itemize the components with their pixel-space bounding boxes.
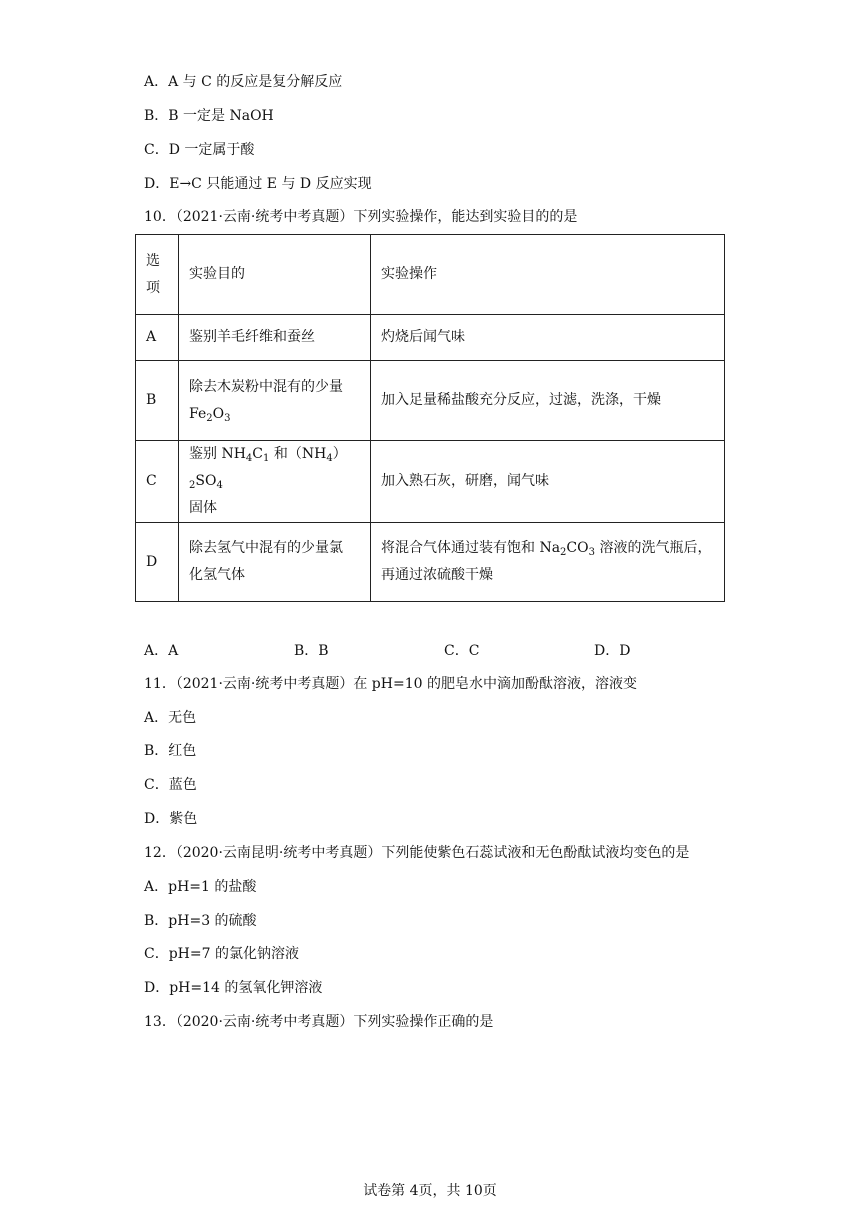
table-row	[136, 523, 725, 602]
header-goal: 实验目的	[179, 235, 371, 315]
q11-option-b: B．红色	[144, 743, 197, 759]
q11-stem: 11．（2021·云南·统考中考真题）在 pH=10 的肥皂水中滴加酚酞溶液，溶液变	[144, 676, 637, 692]
q13-stem: 13．（2020·云南·统考中考真题）下列实验操作正确的是	[144, 1014, 494, 1030]
q11-option-c: C．蓝色	[144, 777, 197, 793]
row-goal: 鉴别羊毛纤维和蚕丝	[179, 315, 371, 361]
row-option: A	[136, 315, 179, 361]
row-goal: 鉴别 $NH_4C_1$ 和$(NH_4)_2SO_4$ 固体	[179, 441, 371, 523]
q10-answer-d: D．D	[594, 643, 631, 659]
page-footer: 试卷第 4页，共 10页	[363, 1183, 497, 1199]
q11-option-a: A．无色	[144, 710, 197, 726]
table-row	[136, 441, 725, 523]
q12-option-b: B．pH=3 的硫酸	[144, 913, 257, 929]
q9-option-b: B．B 一定是 NaOH	[144, 108, 274, 124]
chem-formula: $Fe_2O_3$	[189, 405, 231, 424]
q10-stem: 10．（2021·云南·统考中考真题）下列实验操作，能达到实验目的的是	[144, 209, 578, 225]
chem-formula: 将混合气体通过装有饱和 $Na_2CO_3$ 溶液的洗气瓶后，	[381, 540, 712, 558]
q11-option-d: D．紫色	[144, 811, 198, 827]
q10-answer-b: B．B	[294, 643, 329, 659]
q9-option-a: A．A 与 C 的反应是复分解反应	[144, 74, 343, 90]
row-operation: 加入足量稀盐酸充分反应，过滤，洗涤，干燥	[371, 361, 725, 441]
q10-answer-options	[0, 640, 860, 660]
row-goal: 除去木炭粉中混有的少量 $Fe_2O_3$	[179, 361, 371, 441]
q12-option-d: D．pH=14 的氢氧化钾溶液	[144, 980, 323, 996]
table-header-row	[136, 235, 725, 315]
row-operation: 灼烧后闻气味	[371, 315, 725, 361]
header-option: 选 项	[136, 235, 179, 315]
row-operation: 加入熟石灰，研磨，闻气味	[371, 441, 725, 523]
chem-formula: 鉴别 $NH_4C_1$ 和$(NH_4)_2SO_4$	[189, 446, 347, 491]
q12-option-a: A．pH=1 的盐酸	[144, 879, 257, 895]
q10-answer-c: C．C	[444, 643, 480, 659]
row-goal: 除去氢气中混有的少量氯 化氢气体	[179, 523, 371, 602]
header-operation: 实验操作	[371, 235, 725, 315]
q12-stem: 12．（2020·云南昆明·统考中考真题）下列能使紫色石蕊试液和无色酚酞试液均变色的是	[144, 845, 690, 861]
row-option: C	[136, 441, 179, 523]
row-operation: 将混合气体通过装有饱和 $Na_2CO_3$ 溶液的洗气瓶后， 再通过浓硫酸干燥	[371, 523, 725, 602]
row-option: D	[136, 523, 179, 602]
q9-option-c: C．D 一定属于酸	[144, 142, 255, 158]
table-row	[136, 361, 725, 441]
q12-option-c: C．pH=7 的氯化钠溶液	[144, 946, 299, 962]
row-option: B	[136, 361, 179, 441]
q9-option-d: D．E→C 只能通过 E 与 D 反应实现	[144, 176, 372, 192]
q10-answer-a: A．A	[144, 643, 179, 659]
q10-table	[135, 234, 725, 602]
table-row	[136, 315, 725, 361]
